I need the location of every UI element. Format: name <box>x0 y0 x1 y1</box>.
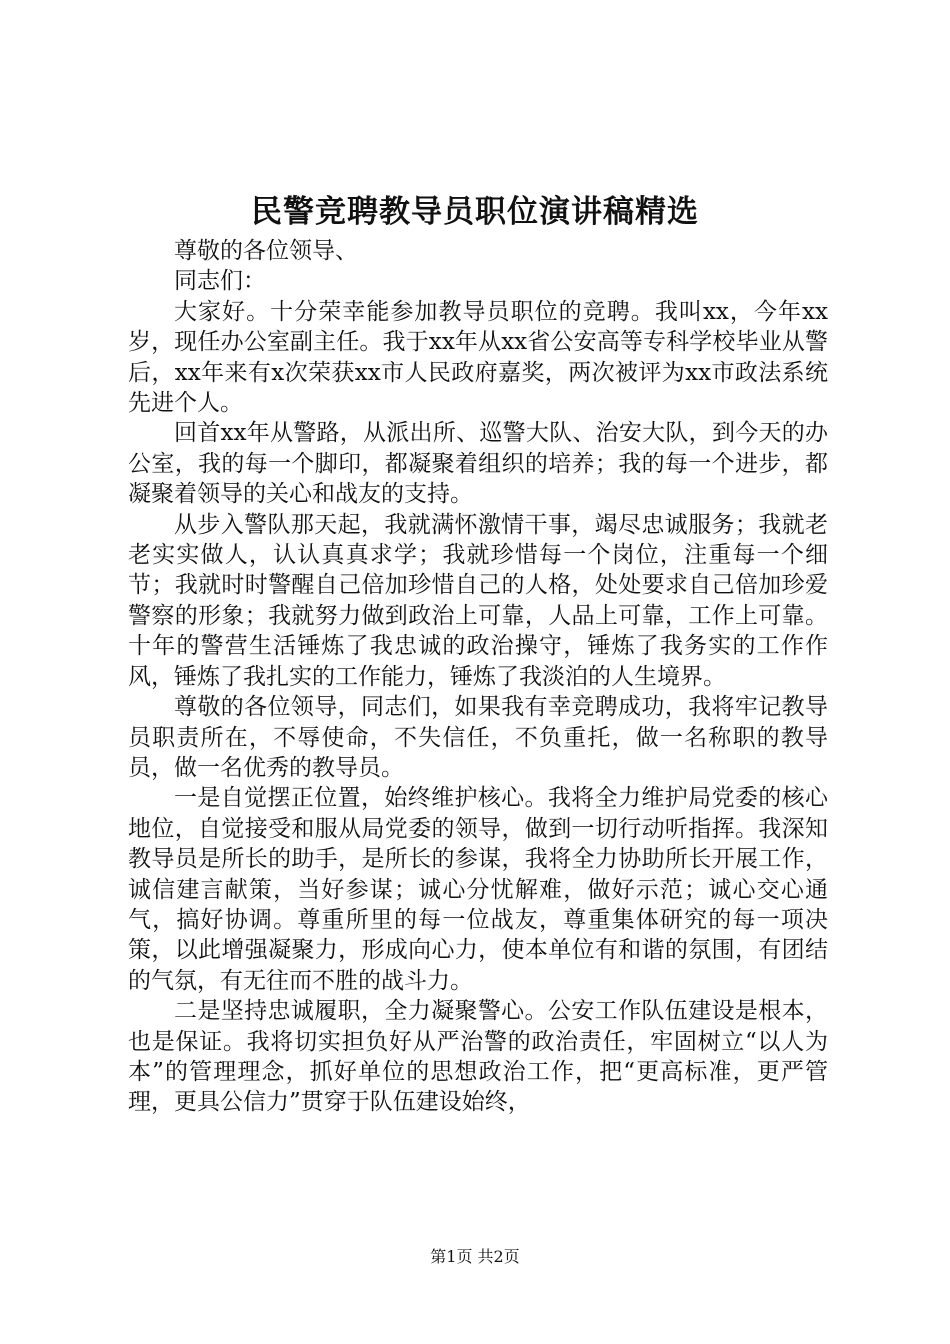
paragraph-career-review: 回首xx年从警路，从派出所、巡警大队、治安大队，到今天的办公室，我的每一个脚印，都凝聚着组织的培养；我的每一个进步，都凝聚着领导的关心和战友的支持。 <box>128 420 828 508</box>
paragraph-pledge: 尊敬的各位领导，同志们，如果我有幸竞聘成功，我将牢记教导员职责所在，不辱使命，不失信任，不负重托，做一名称职的教导员，做一名优秀的教导员。 <box>128 694 828 781</box>
paragraph-point-two: 二是坚持忠诚履职，全力凝聚警心。公安工作队伍建设是根本，也是保证。我将切实担负好从严治警的政治责任，牢固树立“以人为本”的管理理念，抓好单位的思想政治工作，把“更高标准，更严管理，更具公信力”贯穿于队伍建设始终， <box>128 998 828 1116</box>
paragraph-introduction: 大家好。十分荣幸能参加教导员职位的竞聘。我叫xx，今年xx岁，现任办公室副主任。我于xx年从xx省公安高等专科学校毕业从警后，xx年来有x次荣获xx市人民政府嘉奖，两次被评为xx市政法系统先进个人。 <box>128 298 828 417</box>
page-footer: 第1页 共2页 <box>430 1247 520 1266</box>
salutation-line-1: 尊敬的各位领导、 <box>174 238 358 264</box>
paragraph-commitment: 从步入警队那天起，我就满怀激情干事，竭尽忠诚服务；我就老老实实做人，认认真真求学；我就珍惜每一个岗位，注重每一个细节；我就时时警醒自己倍加珍惜自己的人格，处处要求自己倍加珍爱警察的形象；我就努力做到政治上可靠，人品上可靠，工作上可靠。十年的警营生活锤炼了我忠诚的政治操守，锤炼了我务实的工作作风，锤炼了我扎实的工作能力，锤炼了我淡泊的人生境界。 <box>128 511 828 690</box>
document-title: 民警竞聘教导员职位演讲稿精选 <box>251 194 699 230</box>
document-body <box>128 236 828 1118</box>
salutation-line-2: 同志们： <box>174 268 266 295</box>
paragraph-point-one: 一是自觉摆正位置，始终维护核心。我将全力维护局党委的核心地位，自觉接受和服从局党委的领导，做到一切行动听指挥。我深知教导员是所长的助手，是所长的参谋，我将全力协助所长开展工作，诚信建言献策，当好参谋；诚心分忧解难，做好示范；诚心交心通气，搞好协调。尊重所里的每一位战友，尊重集体研究的每一项决策，以此增强凝聚力，形成向心力，使本单位有和谐的氛围，有团结的气氛，有无往而不胜的战斗力。 <box>128 785 828 994</box>
